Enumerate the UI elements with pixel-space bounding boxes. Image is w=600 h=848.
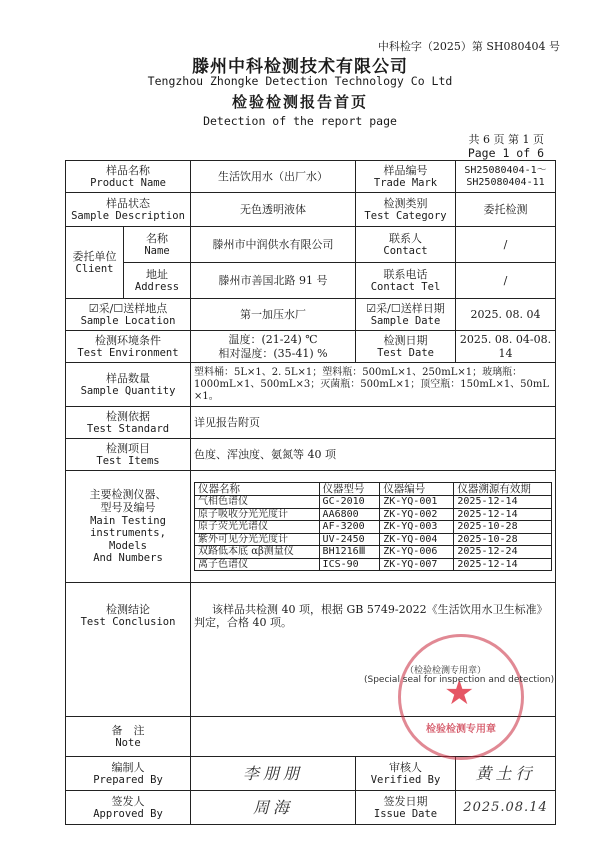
- conclusion-line1: 该样品共检测 40 项，根据 GB 5749-2022《生活饮用水卫生标准》: [212, 603, 548, 616]
- row-client-address: [66, 263, 556, 299]
- client-name-value: 滕州市中润供水有限公司: [191, 227, 356, 263]
- label-cn: 样品状态: [106, 196, 150, 210]
- instrument-number: ZK-YQ-001: [380, 496, 454, 509]
- instrument-name: 紫外可见分光光度计: [195, 533, 320, 546]
- company-name-en: Tengzhou Zhongke Detection Technology Co Ltd: [147, 74, 453, 88]
- contact-value: /: [456, 227, 556, 263]
- quantity-line3: ×1。: [194, 390, 219, 402]
- instrument-valid-date: 2025-12-14: [454, 558, 552, 571]
- quantity-line1: 塑料桶：5L×1、2. 5L×1；塑料瓶：500mL×1、250mL×1；玻璃瓶：: [194, 366, 523, 378]
- label-en: Test Category: [364, 209, 447, 222]
- temperature-value: 温度：(21-24) ℃: [228, 333, 318, 347]
- conclusion-line2: 判定，合格 40 项。: [194, 616, 293, 630]
- column-header: 仪器溯源有效期: [454, 482, 552, 495]
- row-standard: [66, 407, 556, 439]
- row-client-name: [66, 227, 556, 263]
- instrument-row: [195, 496, 552, 509]
- label-en: Sample Location: [80, 314, 176, 327]
- label-cn: 联系电话: [383, 267, 428, 281]
- instrument-number: ZK-YQ-002: [380, 508, 454, 521]
- label-cn: 型号及编号: [100, 501, 156, 515]
- label-cn: 检测结论: [106, 603, 150, 616]
- instrument-number: ZK-YQ-003: [380, 521, 454, 534]
- row-sample-location: [66, 299, 556, 331]
- label-cn: 检测类别: [383, 196, 428, 210]
- label-cn: 样品名称: [106, 163, 150, 177]
- label-cn: 备 注: [111, 723, 145, 737]
- label-cn: 样品编号: [383, 163, 428, 177]
- instrument-row: [195, 533, 552, 546]
- label-en: Contact: [383, 244, 428, 257]
- label-cn: 检测项目: [106, 441, 150, 455]
- label-cn: 检测日期: [383, 333, 428, 347]
- instrument-row: [195, 508, 552, 521]
- verified-signature: 黄土行: [456, 757, 556, 791]
- label-en: Test Conclusion: [80, 616, 176, 629]
- label-cn: 签发人: [111, 794, 145, 808]
- instrument-number: ZK-YQ-006: [380, 546, 454, 559]
- instrument-model: AA6800: [319, 508, 380, 521]
- label-en: Verified By: [370, 773, 441, 786]
- location-value: 第一加压水厂: [191, 299, 356, 331]
- instrument-valid-date: 2025-12-14: [454, 496, 552, 509]
- row-prepared: [66, 757, 556, 791]
- seal-caption-cn: （检验检测专用章）: [405, 666, 487, 676]
- seal-star-icon: ★: [444, 673, 475, 713]
- sample-state-value: 无色透明液体: [191, 193, 356, 227]
- label-en: Sample Description: [71, 209, 185, 222]
- label-en: Main Testing: [90, 514, 166, 527]
- humidity-value: 相对湿度：(35-41) %: [218, 346, 328, 360]
- instrument-model: ICS-90: [319, 558, 380, 571]
- row-items: [66, 439, 556, 471]
- label-cn: 检测环境条件: [95, 333, 161, 347]
- instrument-number: ZK-YQ-007: [380, 558, 454, 571]
- instrument-name: 双路低本底 αβ测量仪: [195, 546, 320, 559]
- label-cn: 签发日期: [383, 794, 428, 808]
- label-en: Client: [75, 262, 114, 275]
- instrument-header-row: [195, 482, 552, 495]
- test-category-value: 委托检测: [456, 193, 556, 227]
- label-en: Test Standard: [86, 422, 170, 435]
- instrument-name: 原子吸收分光光度计: [195, 508, 320, 521]
- column-header: 仪器型号: [319, 482, 380, 495]
- standard-value: 详见报告附页: [191, 407, 556, 439]
- instrument-row: [195, 558, 552, 571]
- instrument-number: ZK-YQ-004: [380, 533, 454, 546]
- instrument-row: [195, 521, 552, 534]
- report-title-cn: 检验检测报告首页: [231, 93, 368, 111]
- row-sample-name: [66, 161, 556, 193]
- instrument-valid-date: 2025-12-24: [454, 546, 552, 559]
- label-en: Sample Quantity: [80, 384, 176, 397]
- row-sample-state: [66, 193, 556, 227]
- label-cn: ☑采/☐送样日期: [366, 301, 445, 315]
- instrument-row: [195, 546, 552, 559]
- row-environment: [66, 331, 556, 363]
- report-title-en: Detection of the report page: [203, 114, 397, 128]
- label-cn: 审核人: [389, 760, 423, 774]
- column-header: 仪器编号: [380, 482, 454, 495]
- label-cn: 编制人: [111, 760, 145, 774]
- sample-date-value: 2025. 08. 04: [456, 299, 556, 331]
- instrument-model: GC-2010: [319, 496, 380, 509]
- issue-date-handwritten: 2025.08.14: [456, 791, 556, 825]
- instrument-valid-date: 2025-10-28: [454, 521, 552, 534]
- instrument-model: AF-3200: [319, 521, 380, 534]
- label-cn: 检测依据: [106, 409, 150, 423]
- row-quantity: [66, 363, 556, 407]
- items-value: 色度、浑浊度、氨氮等 40 项: [191, 439, 556, 471]
- label-en: And Numbers: [93, 552, 163, 565]
- sample-name-value: 生活饮用水（出厂水）: [191, 161, 356, 193]
- document-number: 中科检字（2025）第 SH080404 号: [377, 40, 560, 53]
- sample-no-line1: SH25080404-1～: [464, 164, 547, 176]
- company-name-cn: 滕州中科检测技术有限公司: [192, 57, 408, 77]
- label-en: Issue Date: [373, 807, 438, 820]
- label-en: Test Environment: [77, 346, 179, 359]
- quantity-line2: 1000mL×1、500mL×3；灭菌瓶：500mL×1；顶空瓶：150mL×1、50mL: [194, 378, 550, 390]
- label-en: Test Items: [96, 454, 160, 467]
- label-cn: 样品数量: [106, 371, 150, 385]
- label-en: Contact Tel: [370, 280, 441, 293]
- label-cn: 联系人: [389, 231, 423, 245]
- label-en: Trade Mark: [373, 176, 438, 189]
- row-approved: [66, 791, 556, 825]
- instrument-name: 离子色谱仪: [195, 558, 320, 571]
- instrument-model: BH1216Ⅲ: [319, 546, 380, 559]
- label-en: Sample Date: [370, 314, 441, 327]
- client-address-value: 滕州市善国北路 91 号: [191, 263, 356, 299]
- sample-no-line2: SH25080404-11: [466, 176, 545, 188]
- label-cn: 地址: [146, 267, 168, 281]
- label-en: Product Name: [90, 176, 166, 189]
- column-header: 仪器名称: [195, 482, 320, 495]
- label-cn: ☑采/☐送样地点: [88, 301, 168, 315]
- approved-signature: 周海: [191, 791, 356, 825]
- label-cn: 主要检测仪器、: [89, 488, 167, 502]
- test-date-value: 2025. 08. 04-08. 14: [456, 331, 556, 363]
- label-en: Address: [134, 280, 180, 293]
- label-en: Test Date: [377, 346, 434, 359]
- instrument-table: [194, 482, 552, 571]
- label-en: Note: [115, 736, 141, 749]
- label-en: Prepared By: [93, 773, 163, 786]
- seal-caption-en: (Special seal for inspection and detection): [364, 675, 555, 685]
- prepared-signature: 李朋朋: [191, 757, 356, 791]
- row-instruments: [66, 471, 556, 583]
- label-en: Name: [144, 244, 170, 257]
- page-indicator-en: Page 1 of 6: [467, 146, 544, 160]
- label-cn: 委托单位: [72, 249, 117, 263]
- page-indicator-cn: 共 6 页 第 1 页: [468, 133, 544, 146]
- label-en: instruments, Models: [90, 527, 166, 552]
- instrument-name: 原子荧光光谱仪: [195, 521, 320, 534]
- tel-value: /: [456, 263, 556, 299]
- label-en: Approved By: [93, 807, 163, 820]
- instrument-name: 气相色谱仪: [195, 496, 320, 509]
- instrument-valid-date: 2025-12-14: [454, 508, 552, 521]
- instrument-model: UV-2450: [319, 533, 380, 546]
- instrument-valid-date: 2025-10-28: [454, 533, 552, 546]
- seal-inscription: 检验检测专用章: [426, 724, 496, 735]
- label-cn: 名称: [146, 231, 168, 245]
